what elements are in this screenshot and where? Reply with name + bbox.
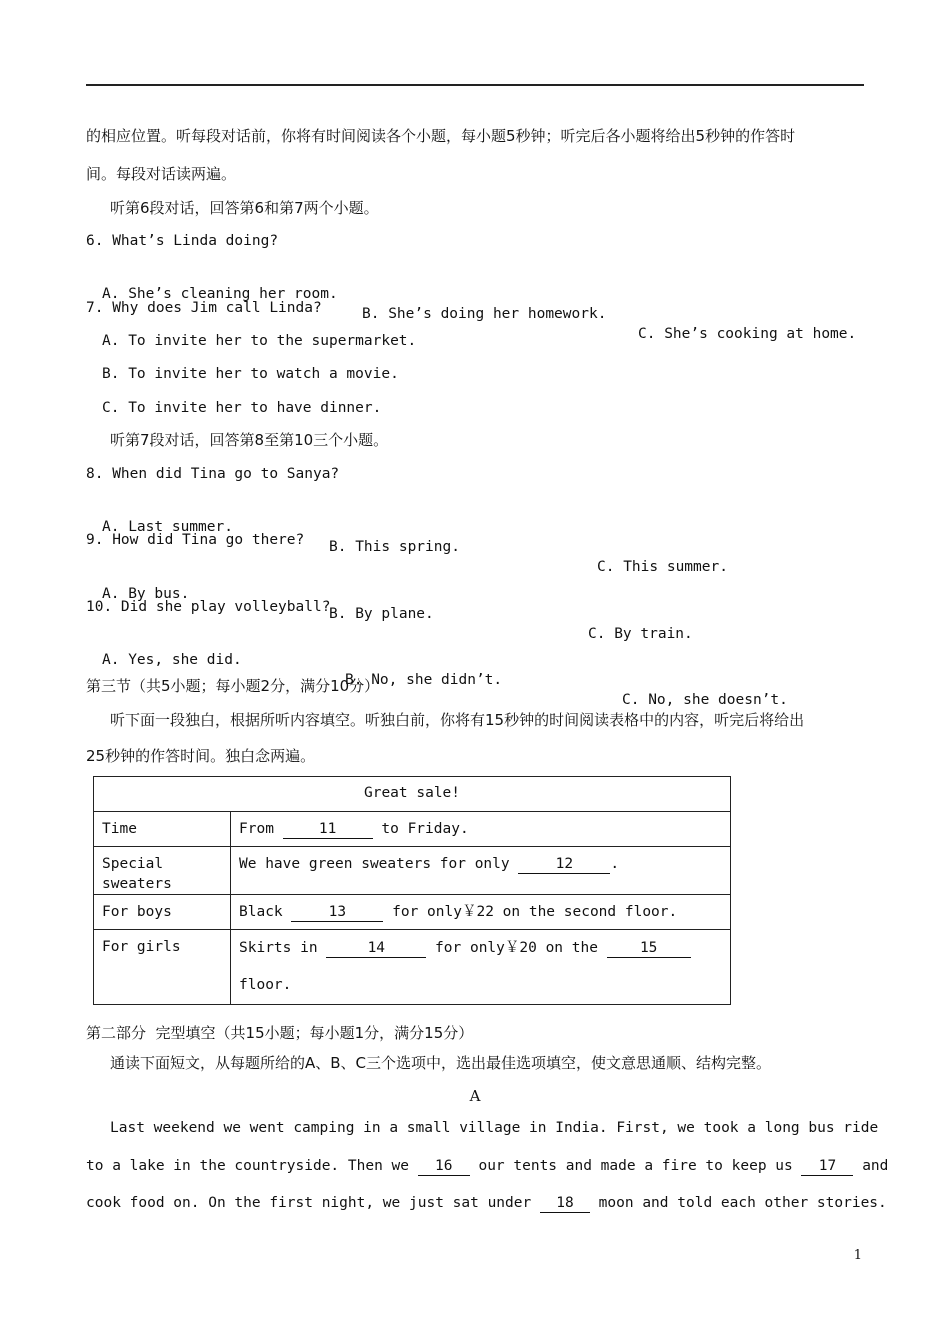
- part3-instruction-2: 25秒钟的作答时间。独白念两遍。: [86, 747, 316, 765]
- row-time-text-pre: From: [239, 821, 283, 837]
- q9-option-b: B. By plane.: [329, 606, 434, 622]
- q7-question: 7. Why does Jim call Linda?: [86, 300, 322, 316]
- q6-question: 6. What’s Linda doing?: [86, 233, 279, 249]
- passage-line-2-mid: our tents and made a fire to keep us: [469, 1158, 802, 1174]
- passage-line-3-post: moon and told each other stories.: [589, 1195, 887, 1211]
- page-number: 1: [853, 1248, 862, 1263]
- q10-option-c: C. No, she doesn’t.: [622, 692, 788, 708]
- q8-option-b: B. This spring.: [329, 539, 460, 555]
- q10-question: 10. Did she play volleyball?: [86, 599, 331, 615]
- passage-line-2-post: and: [853, 1158, 889, 1174]
- row-label-time: Time: [94, 812, 231, 847]
- row-content-sweaters: [231, 847, 731, 895]
- row-time-text-post: to Friday.: [372, 821, 469, 837]
- passage-line-3-pre: cook food on. On the first night, we just sat under: [86, 1195, 540, 1211]
- part3-heading: 第三节（共5小题；每小题2分，满分10分）: [86, 677, 380, 695]
- part2-instruction: 通读下面短文，从每题所给的A、B、C三个选项中，选出最佳选项填空，使文意思通顺、结构完整。: [110, 1054, 772, 1072]
- blank-16: 16: [418, 1157, 470, 1176]
- passage-line-1: Last weekend we went camping in a small village in India. First, we took a long bus ride: [110, 1120, 879, 1136]
- blank-15: 15: [607, 939, 691, 958]
- intro-line-1: 的相应位置。听每段对话前，你将有时间阅读各个小题，每小题5秒钟；听完后各小题将给出5秒钟的作答时: [86, 127, 796, 145]
- q10-option-b: B. No, she didn’t.: [345, 672, 503, 688]
- passage-line-2-pre: to a lake in the countryside. Then we: [86, 1158, 418, 1174]
- q6-option-c: C. She’s cooking at home.: [638, 326, 857, 342]
- row-label-sweaters: Special sweaters: [94, 847, 231, 895]
- blank-12: 12: [518, 855, 610, 874]
- table-row: [94, 847, 731, 895]
- row-label-boys: For boys: [94, 895, 231, 930]
- q8-option-a: A. Last summer.: [102, 519, 233, 535]
- part3-instruction-1: 听下面一段独白，根据所听内容填空。听独白前，你将有15秒钟的时间阅读表格中的内容，听完后将给出: [110, 711, 805, 729]
- q7-option-a: A. To invite her to the supermarket.: [102, 333, 417, 349]
- q8-option-c: C. This summer.: [597, 559, 728, 575]
- blank-11: 11: [283, 820, 373, 839]
- blank-14: 14: [326, 939, 426, 958]
- part2-heading: 第二部分 完型填空（共15小题；每小题1分，满分15分）: [86, 1024, 474, 1042]
- q10-option-a: A. Yes, she did.: [102, 652, 242, 668]
- q8-question: 8. When did Tina go to Sanya?: [86, 466, 340, 482]
- q9-question: 9. How did Tina go there?: [86, 532, 305, 548]
- header-rule: [86, 84, 864, 86]
- q7-option-b: B. To invite her to watch a movie.: [102, 366, 399, 382]
- passage-line-3: [86, 1194, 887, 1213]
- q6-option-b: B. She’s doing her homework.: [362, 306, 607, 322]
- q7-option-c: C. To invite her to have dinner.: [102, 400, 382, 416]
- blank-17: 17: [801, 1157, 853, 1176]
- row-boys-text-pre: Black: [239, 904, 292, 920]
- sale-table: [93, 776, 731, 1005]
- q9-option-c: C. By train.: [588, 626, 693, 642]
- intro-line-2: 间。每段对话读两遍。: [86, 165, 237, 183]
- row-content-time: [231, 812, 731, 847]
- q6-option-a: A. She’s cleaning her room.: [102, 286, 338, 302]
- table-row: [94, 812, 731, 847]
- row-content-girls: [231, 930, 731, 1005]
- row-boys-text-post: for only￥22 on the second floor.: [383, 904, 678, 920]
- row-label-girls: For girls: [94, 930, 231, 1005]
- row-sweaters-text-post: .: [610, 856, 620, 872]
- row-content-boys: [231, 895, 731, 930]
- table-row: [94, 930, 731, 1005]
- table-row: [94, 895, 731, 930]
- passage-section-label: A: [469, 1087, 481, 1105]
- passage-line-2: [86, 1157, 889, 1176]
- row-girls-text-pre: Skirts in: [239, 940, 327, 956]
- blank-18: 18: [540, 1194, 590, 1213]
- row-girls-text-post: floor.: [239, 977, 292, 993]
- sale-table-title: Great sale!: [94, 777, 731, 812]
- section6-instruction: 听第6段对话，回答第6和第7两个小题。: [110, 199, 379, 217]
- q9-option-a: A. By bus.: [102, 586, 190, 602]
- row-girls-text-mid: for only￥20 on the: [426, 940, 607, 956]
- section7-instruction: 听第7段对话，回答第8至第10三个小题。: [110, 431, 389, 449]
- row-sweaters-text-pre: We have green sweaters for only: [239, 856, 519, 872]
- blank-13: 13: [291, 903, 383, 922]
- q10-options: [0, 630, 950, 710]
